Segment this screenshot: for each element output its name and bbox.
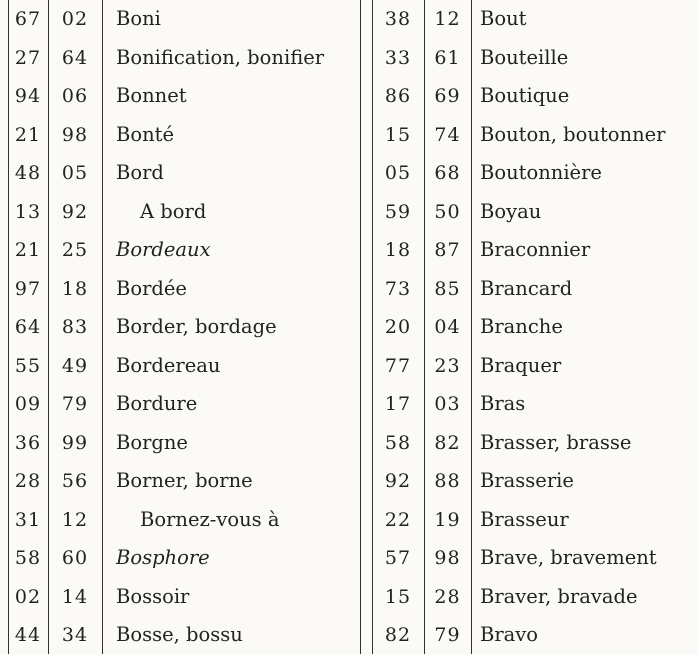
code-row bbox=[372, 385, 697, 424]
code-number-first: 31 bbox=[14, 508, 42, 531]
code-number-second: 88 bbox=[434, 470, 461, 492]
code-row bbox=[372, 0, 697, 39]
code-row bbox=[8, 347, 360, 386]
code-number-first: 15 bbox=[384, 123, 412, 146]
code-word: Bornez-vous à bbox=[140, 507, 280, 531]
code-word: Bordeaux bbox=[116, 238, 211, 261]
column-rule bbox=[360, 0, 361, 654]
code-number-second: 92 bbox=[61, 200, 89, 223]
code-row bbox=[8, 231, 360, 270]
code-row bbox=[8, 39, 360, 78]
code-number-first: 97 bbox=[14, 277, 42, 300]
code-row bbox=[8, 501, 360, 540]
code-number-first: 57 bbox=[384, 547, 412, 569]
left-code-column bbox=[8, 0, 360, 654]
code-word: Boutique bbox=[480, 84, 570, 107]
code-row bbox=[372, 616, 697, 655]
code-row bbox=[372, 424, 697, 463]
code-word: Boyau bbox=[480, 199, 542, 223]
code-number-second: 56 bbox=[61, 470, 89, 492]
code-number-first: 94 bbox=[14, 85, 42, 107]
code-word: Bravo bbox=[480, 623, 539, 646]
code-number-second: 02 bbox=[61, 8, 89, 30]
code-word: Bras bbox=[480, 392, 526, 415]
code-word: Bordée bbox=[116, 276, 187, 300]
code-word: Brasser, brasse bbox=[480, 430, 632, 454]
code-number-first: 67 bbox=[14, 8, 42, 30]
code-number-first: 36 bbox=[14, 431, 42, 454]
code-row bbox=[372, 154, 697, 193]
code-row bbox=[8, 116, 360, 155]
code-number-first: 17 bbox=[384, 393, 412, 415]
code-row bbox=[8, 578, 360, 617]
code-word: Braquer bbox=[480, 353, 562, 377]
code-word: Bord bbox=[116, 161, 164, 184]
code-number-second: 03 bbox=[434, 393, 461, 415]
code-number-second: 12 bbox=[61, 508, 89, 531]
code-word: Boni bbox=[116, 7, 161, 30]
code-word: Borgne bbox=[116, 430, 188, 454]
code-word: A bord bbox=[140, 199, 207, 223]
code-word: Bosphore bbox=[116, 546, 210, 569]
code-number-first: 15 bbox=[384, 585, 412, 608]
code-number-first: 28 bbox=[14, 470, 42, 492]
code-number-first: 20 bbox=[384, 316, 412, 338]
code-word: Bonnet bbox=[116, 84, 187, 107]
code-row bbox=[372, 308, 697, 347]
code-row bbox=[372, 578, 697, 617]
code-number-first: 09 bbox=[14, 393, 42, 415]
code-number-first: 73 bbox=[384, 277, 412, 300]
code-number-second: 79 bbox=[61, 393, 89, 415]
code-row bbox=[8, 616, 360, 655]
code-number-first: 58 bbox=[14, 547, 42, 569]
code-number-second: 64 bbox=[61, 46, 89, 69]
code-number-second: 99 bbox=[61, 431, 89, 454]
code-word: Boutonnière bbox=[480, 161, 602, 184]
code-number-second: 69 bbox=[434, 85, 461, 107]
code-number-first: 64 bbox=[14, 316, 42, 338]
code-word: Bouton, boutonner bbox=[480, 122, 666, 146]
code-number-second: 14 bbox=[61, 585, 89, 608]
code-word: Bouteille bbox=[480, 45, 569, 69]
code-number-second: 28 bbox=[434, 585, 461, 608]
code-number-second: 87 bbox=[434, 239, 461, 261]
code-number-second: 98 bbox=[434, 547, 461, 569]
code-number-second: 74 bbox=[434, 123, 461, 146]
code-number-second: 23 bbox=[434, 354, 461, 377]
code-row bbox=[8, 385, 360, 424]
code-row bbox=[8, 539, 360, 578]
code-number-first: 33 bbox=[384, 46, 412, 69]
code-number-first: 82 bbox=[384, 624, 412, 646]
code-row bbox=[8, 270, 360, 309]
code-row bbox=[8, 424, 360, 463]
code-number-second: 98 bbox=[61, 123, 89, 146]
code-number-first: 48 bbox=[14, 162, 42, 184]
code-number-first: 77 bbox=[384, 354, 412, 377]
code-row bbox=[372, 347, 697, 386]
right-code-column bbox=[372, 0, 697, 654]
code-number-second: 82 bbox=[434, 431, 461, 454]
code-word: Bonification, bonifier bbox=[116, 45, 325, 69]
code-row bbox=[372, 39, 697, 78]
code-number-second: 06 bbox=[61, 85, 89, 107]
code-number-second: 04 bbox=[434, 316, 461, 338]
code-number-first: 02 bbox=[14, 585, 42, 608]
code-word: Brasseur bbox=[480, 507, 569, 531]
code-word: Bonté bbox=[116, 122, 175, 146]
code-word: Bordure bbox=[116, 392, 198, 415]
code-row bbox=[8, 193, 360, 232]
code-row bbox=[372, 539, 697, 578]
code-word: Braver, bravade bbox=[480, 584, 638, 608]
code-number-first: 22 bbox=[384, 508, 412, 531]
code-word: Branche bbox=[480, 315, 563, 338]
code-number-second: 79 bbox=[434, 624, 461, 646]
code-word: Border, bordage bbox=[116, 315, 277, 338]
code-number-second: 19 bbox=[434, 508, 461, 531]
code-row bbox=[372, 462, 697, 501]
code-number-second: 18 bbox=[61, 277, 89, 300]
code-number-first: 86 bbox=[384, 85, 412, 107]
code-number-first: 05 bbox=[384, 162, 412, 184]
code-number-first: 38 bbox=[384, 8, 412, 30]
code-number-first: 27 bbox=[14, 46, 42, 69]
code-number-second: 05 bbox=[61, 162, 89, 184]
code-number-first: 18 bbox=[384, 239, 412, 261]
code-row bbox=[8, 0, 360, 39]
code-number-first: 55 bbox=[14, 354, 42, 377]
code-number-first: 21 bbox=[14, 123, 42, 146]
code-row bbox=[8, 308, 360, 347]
code-word: Brasserie bbox=[480, 469, 574, 492]
code-number-first: 58 bbox=[384, 431, 412, 454]
code-word: Borner, borne bbox=[116, 469, 253, 492]
code-number-second: 83 bbox=[61, 316, 89, 338]
code-word: Brancard bbox=[480, 276, 573, 300]
code-number-first: 59 bbox=[384, 200, 412, 223]
code-row bbox=[8, 77, 360, 116]
code-row bbox=[372, 231, 697, 270]
code-word: Bout bbox=[480, 7, 527, 30]
code-number-second: 25 bbox=[61, 239, 89, 261]
code-number-second: 85 bbox=[434, 277, 461, 300]
code-number-first: 13 bbox=[14, 200, 42, 223]
code-number-second: 61 bbox=[434, 46, 461, 69]
code-number-second: 34 bbox=[61, 624, 89, 646]
code-word: Brave, bravement bbox=[480, 546, 657, 569]
code-row bbox=[372, 501, 697, 540]
code-word: Braconnier bbox=[480, 238, 591, 261]
code-row bbox=[8, 462, 360, 501]
code-number-first: 44 bbox=[14, 624, 42, 646]
code-number-second: 60 bbox=[61, 547, 89, 569]
code-word: Bosse, bossu bbox=[116, 623, 243, 646]
code-row bbox=[8, 154, 360, 193]
code-row bbox=[372, 193, 697, 232]
code-number-first: 92 bbox=[384, 470, 412, 492]
code-row bbox=[372, 116, 697, 155]
code-number-second: 12 bbox=[434, 8, 461, 30]
code-row bbox=[372, 77, 697, 116]
code-number-second: 50 bbox=[434, 200, 461, 223]
code-row bbox=[372, 270, 697, 309]
code-word: Bordereau bbox=[116, 353, 221, 377]
code-word: Bossoir bbox=[116, 584, 190, 608]
code-number-second: 68 bbox=[434, 162, 461, 184]
code-number-second: 49 bbox=[61, 354, 89, 377]
code-number-first: 21 bbox=[14, 239, 42, 261]
